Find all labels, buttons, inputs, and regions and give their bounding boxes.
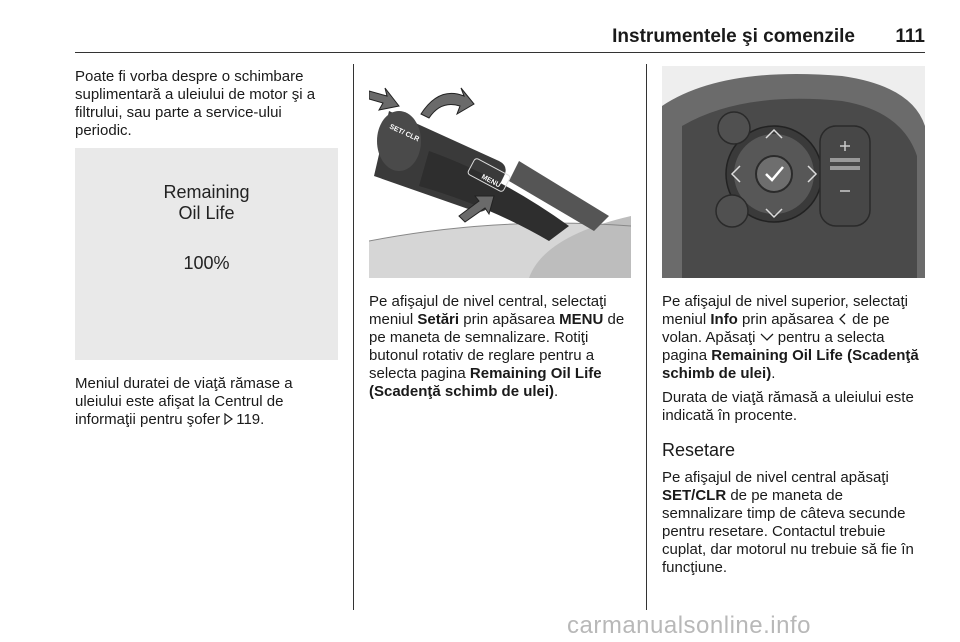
section-title: Instrumentele şi comenzile (612, 26, 855, 47)
turn-signal-lever-illustration (369, 66, 631, 278)
page-number: 111 (895, 26, 925, 47)
display-percent: 100% (183, 253, 230, 273)
page-header (75, 22, 925, 53)
display-line-1: Remaining (163, 182, 250, 202)
chevron-left-icon (838, 312, 848, 324)
watermark: carmanualsonline.info (567, 612, 811, 639)
column-1-text (75, 375, 340, 429)
display-line-2: Oil Life (178, 203, 235, 223)
reset-heading: Resetare (662, 440, 736, 460)
oil-life-display (75, 148, 338, 360)
column-divider-1 (353, 64, 354, 610)
info-menu-paragraph: Pe afişajul de nivel superior, selectaţi meniul Info prin apăsarea de pe volan. Apăsaţi pentru a selecta pagina Remaining Oil Life (Scadenţă schimb de ulei). (662, 293, 919, 382)
column-divider-2 (646, 64, 647, 610)
menu-instructions-paragraph: Pe afişajul de nivel central, selectaţi meniul Setări prin apăsarea MENU de pe maneta de semnalizare. Rotiţi butonul rotativ de reglare pentru a selecta pagina Remaining Oil Life (Scadenţă schimb de ulei). (369, 293, 625, 400)
menu-label: MENU (480, 173, 502, 190)
page-reference-icon (224, 412, 233, 424)
intro-paragraph: Poate fi vorba despre o schimbare suplimentară a uleiului de motor şi a filtrului, sau parte a service-ului periodic. (75, 68, 316, 139)
set-clr-label: SET/ CLR (388, 123, 421, 144)
reset-paragraph: Pe afişajul de nivel central apăsaţi SET/CLR de pe maneta de semnalizare timp de câteva secunde pentru resetare. Contactul trebuie cuplat, dar motorul nu trebuie să fie în funcţiune. (662, 469, 914, 576)
steering-wheel-controls-illustration (662, 66, 925, 278)
page-reference: 119. (236, 411, 265, 428)
oil-life-menu-paragraph: Meniul duratei de viaţă rămase a uleiului este afişat la Centrul de informaţii pentru şofer 119. (75, 375, 293, 428)
column-1-intro (75, 68, 340, 140)
percent-paragraph: Durata de viaţă rămasă a uleiului este indicată în procente. (662, 389, 914, 424)
column-2-text (369, 293, 633, 401)
column-3-text (662, 293, 926, 577)
chevron-down-icon (760, 330, 774, 342)
